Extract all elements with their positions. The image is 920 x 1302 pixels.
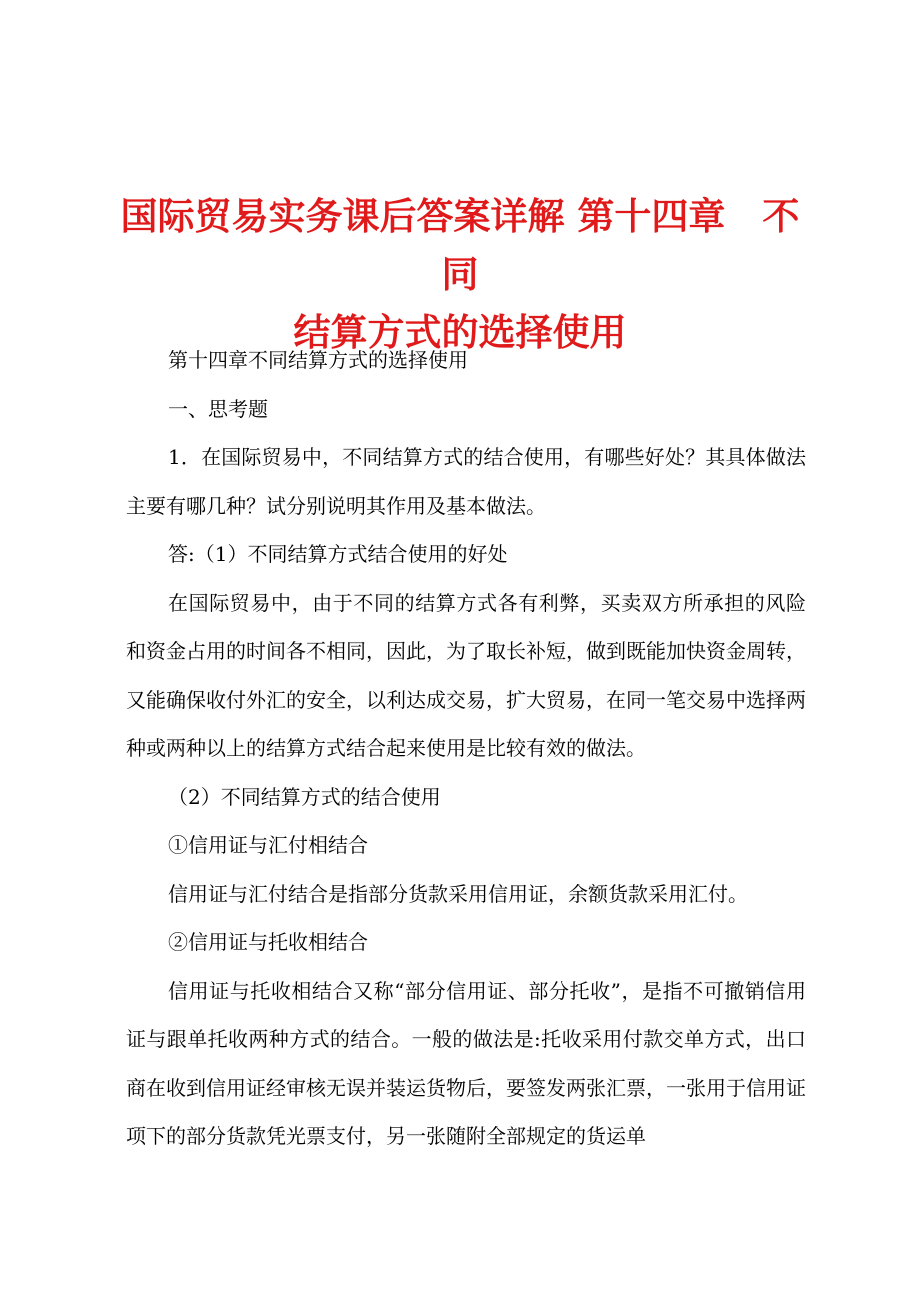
document-body	[126, 336, 806, 1161]
chapter-heading: 第十四章不同结算方式的选择使用	[168, 348, 468, 372]
title-line-1: 国际贸易实务课后答案详解 第十四章 不同	[120, 195, 800, 296]
subheading: ①信用证与汇付相结合	[168, 833, 368, 857]
section-heading: 一、思考题	[168, 396, 268, 421]
subheading: ②信用证与托收相结合	[168, 930, 368, 954]
body-paragraph: 信用证与汇付结合是指部分货款采用信用证，余额货款采用汇付。	[168, 881, 748, 906]
title-line-2: 结算方式的选择使用	[293, 311, 627, 354]
body-paragraph: 信用证与托收相结合又称“部分信用证、部分托收”，是指不可撤销信用证与跟单托收两种方式的结合。一般的做法是:托收采用付款交单方式，出口商在收到信用证经审核无误并装运货物后，要签发两张汇票，一张用于信用证项下的部分货款凭光票支付，另一张随附全部规定的货运单	[126, 978, 806, 1148]
answer-heading: 答:（1）不同结算方式结合使用的好处	[168, 542, 508, 566]
question-paragraph: 1．在国际贸易中，不同结算方式的结合使用，有哪些好处？其具体做法主要有哪几种？试分别说明其作用及基本做法。	[126, 445, 806, 518]
subheading: （2）不同结算方式的结合使用	[168, 784, 441, 809]
body-paragraph: 在国际贸易中，由于不同的结算方式各有利弊，买卖双方所承担的风险和资金占用的时间各不相同，因此，为了取长补短，做到既能加快资金周转，又能确保收付外汇的安全，以利达成交易，扩大贸易，在同一笔交易中选择两种或两种以上的结算方式结合起来使用是比较有效的做法。	[126, 590, 806, 760]
